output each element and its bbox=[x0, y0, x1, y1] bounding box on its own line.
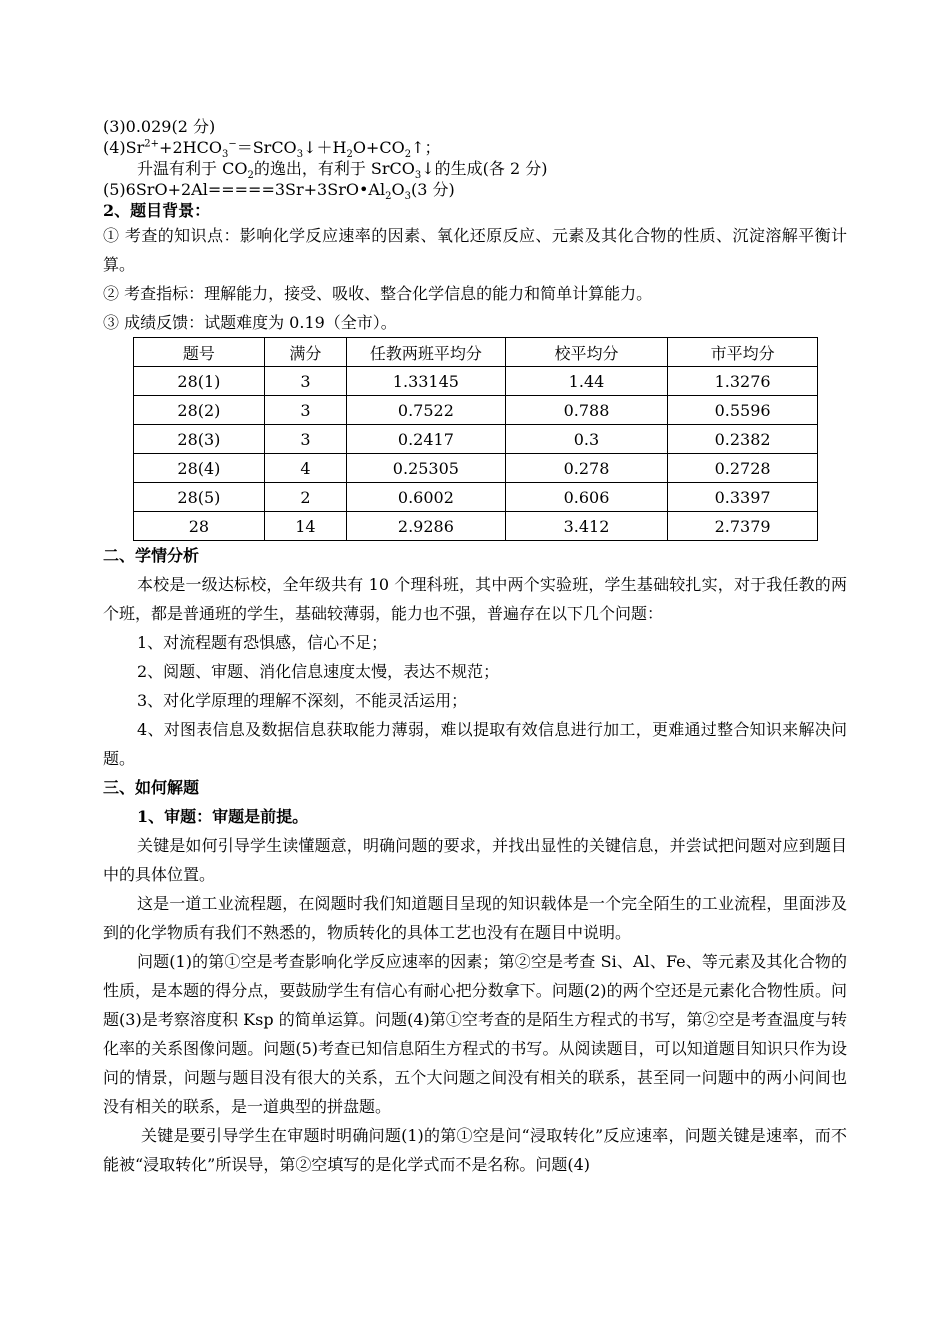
table-row bbox=[134, 367, 818, 396]
solve-paragraph: 关键是要引导学生在审题时明确问题(1)的第①空是问“浸取转化”反应速率，问题关键是速率，而不能被“浸取转化”所误导，第②空填写的是化学式而不是名称。问题(4) bbox=[103, 1126, 847, 1174]
table-cell: 0.606 bbox=[505, 483, 667, 512]
solve-paragraph: 这是一道工业流程题，在阅题时我们知道题目呈现的知识载体是一个完全陌生的工业流程，里面涉及到的化学物质有我们不熟悉的，物质转化的具体工艺也没有在题目中说明。 bbox=[103, 894, 847, 942]
table-cell: 0.788 bbox=[505, 396, 667, 425]
answer-3: (3)0.029(2 分) bbox=[103, 117, 216, 136]
section-background-heading: 2、题目背景： bbox=[103, 201, 211, 220]
table-cell: 0.3397 bbox=[668, 483, 818, 512]
table-row bbox=[134, 396, 818, 425]
table-cell: 28(1) bbox=[134, 367, 265, 396]
table-cell: 28(5) bbox=[134, 483, 265, 512]
table-cell: 3 bbox=[264, 367, 346, 396]
answer-4-explanation: 升温有利于 $CO_2$的逸出，有利于 SrCO$_3$↓的生成(各 2 分) bbox=[137, 159, 548, 182]
answer-5-equation: $(5)6SrO+2Al=====3Sr+3SrO•Al_2O_3(3$ 分) bbox=[103, 180, 455, 203]
table-cell: 28(3) bbox=[134, 425, 265, 454]
table-header: 题号 bbox=[134, 338, 265, 367]
table-row bbox=[134, 454, 818, 483]
table-header: 校平均分 bbox=[505, 338, 667, 367]
table-cell: 3.412 bbox=[505, 512, 667, 541]
table-cell: 4 bbox=[264, 454, 346, 483]
table-row bbox=[134, 425, 818, 454]
table-cell: 1.44 bbox=[505, 367, 667, 396]
table-cell: 0.6002 bbox=[347, 483, 506, 512]
table-row bbox=[134, 483, 818, 512]
background-point-2: ② 考查指标：理解能力，接受、吸收、整合化学信息的能力和简单计算能力。 bbox=[103, 284, 653, 303]
analysis-item: 2、阅题、审题、消化信息速度太慢，表达不规范； bbox=[137, 662, 500, 681]
background-point-3: ③ 成绩反馈：试题难度为 0.19（全市）。 bbox=[103, 313, 397, 332]
table-cell: 0.5596 bbox=[668, 396, 818, 425]
solve-subheading: 1、审题：审题是前提。 bbox=[137, 807, 309, 826]
table-cell: 14 bbox=[264, 512, 346, 541]
background-point-1: ① 考查的知识点：影响化学反应速率的因素、氧化还原反应、元素及其化合物的性质、沉淀溶解平衡计算。 bbox=[103, 226, 847, 274]
answer-4-equation: $(4)Sr^{2+}+2HCO_3^-=SrCO_3↓+H_2O+CO_2↑$； bbox=[103, 138, 441, 161]
analysis-item: 4、对图表信息及数据信息获取能力薄弱，难以提取有效信息进行加工，更难通过整合知识来解决问题。 bbox=[103, 720, 847, 768]
table-header-row bbox=[134, 338, 818, 367]
table-cell: 2 bbox=[264, 483, 346, 512]
table-cell: 0.25305 bbox=[347, 454, 506, 483]
table-cell: 2.7379 bbox=[668, 512, 818, 541]
table-cell: 28(4) bbox=[134, 454, 265, 483]
table-cell: 0.2728 bbox=[668, 454, 818, 483]
score-table bbox=[133, 337, 818, 541]
table-cell: 0.2382 bbox=[668, 425, 818, 454]
table-cell: 28 bbox=[134, 512, 265, 541]
table-cell: 0.3 bbox=[505, 425, 667, 454]
table-cell: 1.33145 bbox=[347, 367, 506, 396]
table-cell: 3 bbox=[264, 425, 346, 454]
table-cell: 3 bbox=[264, 396, 346, 425]
analysis-intro: 本校是一级达标校，全年级共有 10 个理科班，其中两个实验班，学生基础较扎实，对于我任教的两个班，都是普通班的学生，基础较薄弱，能力也不强，普遍存在以下几个问题： bbox=[103, 575, 847, 623]
document-page bbox=[103, 116, 847, 1179]
table-cell: 28(2) bbox=[134, 396, 265, 425]
solve-paragraph: 问题(1)的第①空是考查影响化学反应速率的因素；第②空是考查 Si、Al、Fe、等元素及其化合物的性质，是本题的得分点，要鼓励学生有信心有耐心把分数拿下。问题(2)的两个空还是元素化合物性质。问题(3)是考察溶度积 Ksp 的简单运算。问题(4)第①空考查的是陌生方程式的书写，第②空是考查温度与转化率的关系图像问题。问题(5)考查已知信息陌生方程式的书写。从阅读题目，可以知道题目知识只作为设问的情景，问题与题目没有很大的关系，五个大问题之间没有相关的联系，甚至同一问题中的两小问间也没有相关的联系，是一道典型的拼盘题。 bbox=[103, 952, 847, 1116]
solve-heading: 三、如何解题 bbox=[103, 778, 200, 797]
table-cell: 0.2417 bbox=[347, 425, 506, 454]
table-header: 任教两班平均分 bbox=[347, 338, 506, 367]
table-cell: 2.9286 bbox=[347, 512, 506, 541]
table-cell: 0.7522 bbox=[347, 396, 506, 425]
analysis-heading: 二、学情分析 bbox=[103, 546, 200, 565]
table-row bbox=[134, 512, 818, 541]
solve-paragraph: 关键是如何引导学生读懂题意，明确问题的要求，并找出显性的关键信息，并尝试把问题对应到题目中的具体位置。 bbox=[103, 836, 847, 884]
table-header: 市平均分 bbox=[668, 338, 818, 367]
table-cell: 0.278 bbox=[505, 454, 667, 483]
table-cell: 1.3276 bbox=[668, 367, 818, 396]
analysis-item: 1、对流程题有恐惧感，信心不足； bbox=[137, 633, 388, 652]
table-header: 满分 bbox=[264, 338, 346, 367]
analysis-item: 3、对化学原理的理解不深刻，不能灵活运用； bbox=[137, 691, 468, 710]
